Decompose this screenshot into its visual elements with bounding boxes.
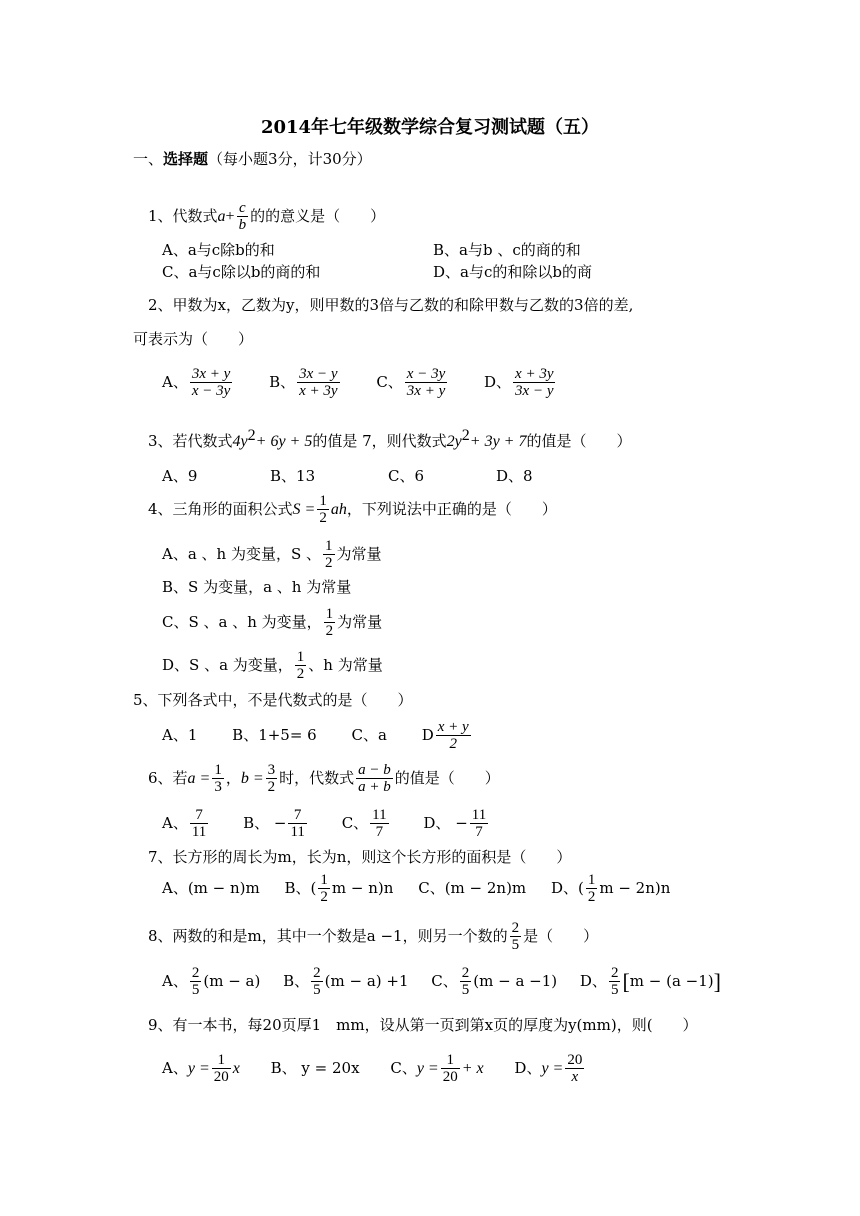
q2-b-num: 3x − y (299, 366, 338, 382)
q9-c-label: C、 (390, 1059, 417, 1077)
q3-expr2: 2y (446, 433, 462, 450)
q4-a-fraction (323, 538, 335, 571)
q8-a-fraction (190, 965, 202, 998)
q3-square-1: 2 (247, 427, 256, 444)
q2-a-label: A、 (162, 373, 188, 391)
q6-optC-den: 7 (375, 824, 384, 840)
q8-num: 2 (511, 920, 520, 936)
q6-optA-num: 7 (190, 807, 208, 824)
q5-d-fraction (436, 719, 471, 752)
question-6 (148, 762, 500, 795)
q3-option-a: A、9 (162, 467, 198, 485)
q3-option-d: D、8 (496, 467, 533, 485)
q9-c-num: 1 (441, 1052, 460, 1069)
q2-c-label: C、 (376, 373, 403, 391)
q1-frac-den: b (238, 217, 247, 233)
q7-b-fraction (318, 872, 330, 905)
q6-optC-fraction (370, 807, 388, 840)
q3-square-2: 2 (461, 427, 470, 444)
q6-a: a = (187, 769, 211, 787)
q9-stem: 9、有一本书，每20页厚1 mm，设从第一页到第x页的厚度为y(mm)，则( ） (148, 1016, 698, 1034)
q8-c-num: 2 (461, 965, 470, 981)
q3-option-c: C、6 (388, 467, 425, 485)
q9-option-b: B、 y = 20x (270, 1059, 360, 1077)
q7-stem: 7、长方形的周长为m，长为n，则这个长方形的面积是（ ） (148, 848, 572, 866)
q9-d-label: D、 (514, 1059, 542, 1077)
q8-b-tail: (m − a) +1 (324, 972, 409, 990)
q2-d-den: 3x − y (515, 383, 554, 399)
q8-c-tail: (m − a −1) (473, 972, 558, 990)
q9-d-den: x (571, 1069, 579, 1085)
q6-text1: 6、若 (148, 769, 188, 787)
q4-option-d (162, 649, 383, 682)
q4-c-fraction (324, 606, 336, 639)
q3-expr1b: + 6y + 5 (255, 433, 313, 450)
q3-expr1: 4y (232, 433, 248, 450)
q6-d-label: D、 − (423, 814, 468, 832)
q2-a-fraction (190, 366, 232, 399)
q2-a-den: x − 3y (191, 383, 231, 399)
q8-d-left-bracket: [ (622, 968, 630, 994)
q2-d-num: x + 3y (515, 366, 554, 382)
q1-frac-num: c (237, 200, 249, 217)
q7-d-label: D、( (550, 879, 584, 897)
q2-c-den: 3x + y (406, 383, 446, 399)
q8-b-label: B、 (283, 972, 310, 990)
q5-option-a: A、1 (162, 726, 198, 744)
q4-option-b: B、S 为变量，a 、h 为常量 (162, 578, 352, 596)
q6-text2: 时，代数式 (279, 769, 355, 787)
q9-c-den: 20 (442, 1069, 458, 1085)
q4-c-text1: C、S 、a 、h 为变量， (162, 613, 322, 631)
q8-a-den: 5 (191, 982, 200, 998)
q8-c-fraction (460, 965, 472, 998)
q1-tail: 的的意义是（ ） (250, 207, 386, 225)
q3-text3: 的值是（ ） (526, 432, 632, 450)
q8-b-num: 2 (313, 965, 321, 981)
q1-stem: 1、代数式 (148, 207, 218, 225)
q1-option-d: D、a与c的和除以b的商 (433, 263, 592, 281)
q5-d-den: 2 (449, 736, 457, 752)
q8-fraction (510, 920, 522, 953)
q7-options (162, 872, 670, 905)
q4-c-text2: 为常量 (337, 613, 383, 631)
q2-c-fraction (405, 366, 447, 399)
q6-expr-num: a − b (358, 762, 391, 778)
question-3 (148, 427, 632, 450)
q4-a-den: 2 (325, 555, 333, 571)
q8-d-label: D、 (579, 972, 607, 990)
q4-formula-s: S = (292, 500, 316, 518)
q8-d-tail: m − (a −1) (629, 972, 714, 990)
q9-a-den: 20 (213, 1069, 229, 1085)
q8-d-den: 5 (610, 982, 619, 998)
q8-c-label: C、 (431, 972, 458, 990)
q2-a-num: 3x + y (191, 366, 231, 382)
q8-d-right-bracket: ] (713, 968, 721, 994)
section-title: 选择题 (163, 150, 209, 168)
q4-d-num: 1 (296, 649, 305, 665)
question-8 (148, 920, 598, 953)
q4-d-text1: D、S 、a 为变量， (162, 656, 293, 674)
q7-d-tail: m − 2n)n (599, 879, 671, 897)
section-note: （每小题3分，计30分） (208, 150, 372, 168)
q6-optC-num: 11 (372, 807, 387, 823)
q6-b-num: 3 (267, 762, 276, 778)
q3-option-b: B、13 (270, 467, 316, 485)
q6-b: b = (240, 769, 264, 787)
q6-a-num: 1 (214, 762, 222, 778)
q9-d-pre: y = (541, 1059, 564, 1077)
q6-optA-den: 11 (191, 824, 207, 840)
q8-text1: 8、两数的和是m，其中一个数是a −1，则另一个数的 (148, 927, 508, 945)
q5-stem: 5、下列各式中，不是代数式的是（ ） (133, 691, 413, 709)
q4-option-c (162, 606, 382, 639)
q6-optB-num: 7 (288, 807, 306, 824)
q4-c-den: 2 (325, 623, 334, 639)
q6-options (162, 807, 490, 840)
q7-b-tail: m − n)n (331, 879, 394, 897)
q6-text3: 的值是（ ） (394, 769, 500, 787)
q7-b-den: 2 (320, 889, 328, 905)
q4-option-a (162, 538, 382, 571)
q2-c-num: x − 3y (406, 366, 446, 382)
q6-optD-num: 11 (471, 807, 487, 823)
q7-option-a: A、(m − n)m (162, 879, 260, 897)
q2-stem-line2: 可表示为（ ） (133, 330, 254, 348)
q8-a-label: A、 (162, 972, 188, 990)
q2-d-fraction (513, 366, 555, 399)
q2-b-den: x + 3y (299, 383, 338, 399)
q9-d-fraction (565, 1052, 584, 1085)
page-title: 2014年七年级数学综合复习测试题（五） (260, 117, 600, 138)
q4-half-num: 1 (319, 493, 327, 509)
q4-c-num: 1 (325, 606, 334, 622)
q8-options (162, 965, 721, 998)
q6-optD-fraction (470, 807, 488, 840)
q4-a-num: 1 (325, 538, 333, 554)
q9-a-label: A、 (162, 1059, 188, 1077)
q6-c-label: C、 (341, 814, 369, 832)
q5-options (162, 719, 473, 752)
q7-b-label: B、( (284, 879, 317, 897)
q4-d-text2: 、h 为常量 (308, 656, 383, 674)
q4-half-fraction (317, 493, 329, 526)
q8-b-fraction (311, 965, 323, 998)
q3-text1: 3、若代数式 (148, 432, 233, 450)
q2-stem-line1: 2、甲数为x，乙数为y，则甲数的3倍与乙数的和除甲数与乙数的3倍的差, (148, 296, 634, 314)
question-1 (148, 200, 385, 233)
q8-d-fraction (609, 965, 621, 998)
q6-expr-fraction (356, 762, 393, 795)
q6-b-den: 2 (267, 779, 276, 795)
q6-b-label: B、 − (243, 814, 287, 832)
q8-den: 5 (511, 937, 520, 953)
q8-b-den: 5 (313, 982, 321, 998)
q4-a-text2: 为常量 (336, 545, 382, 563)
q6-optA-fraction (190, 807, 208, 840)
q8-c-den: 5 (461, 982, 470, 998)
q7-d-den: 2 (587, 889, 596, 905)
section-prefix: 一、 (133, 150, 164, 168)
q1-expr: a (217, 207, 226, 225)
q6-optB-den: 11 (290, 824, 305, 840)
question-4 (148, 493, 557, 526)
q1-option-a: A、a与c除b的和 (162, 241, 275, 259)
q9-a-pre: y = (187, 1059, 210, 1077)
q6-b-fraction (266, 762, 278, 795)
q1-fraction (237, 200, 249, 233)
q9-c-fraction (441, 1052, 460, 1085)
q9-d-num: 20 (567, 1052, 583, 1068)
q6-comma: ， (225, 769, 241, 787)
q6-a-den: 3 (214, 779, 222, 795)
q6-optB-fraction (288, 807, 306, 840)
q5-option-c: C、a (351, 726, 387, 744)
q4-d-fraction (295, 649, 307, 682)
q1-option-b: B、a与b 、c的商的和 (433, 241, 581, 259)
q7-d-fraction (586, 872, 598, 905)
q7-d-num: 1 (587, 872, 596, 888)
q1-option-c: C、a与c除以b的商的和 (162, 263, 321, 281)
q4-formula-ah: ah (330, 500, 347, 518)
q5-option-b: B、1+5= 6 (232, 726, 317, 744)
q4-d-den: 2 (296, 666, 305, 682)
q9-a-num: 1 (212, 1052, 231, 1069)
q6-a-label: A、 (162, 814, 188, 832)
q2-b-label: B、 (269, 373, 296, 391)
q2-b-fraction (297, 366, 339, 399)
q8-text2: 是（ ） (523, 927, 599, 945)
q4-half-den: 2 (319, 510, 327, 526)
q5-option-d-label: D (421, 726, 434, 744)
q7-b-num: 1 (320, 872, 328, 888)
q4-text2: ，下列说法中正确的是（ ） (346, 500, 557, 518)
q9-c-pre: y = (416, 1059, 439, 1077)
q8-d-num: 2 (610, 965, 619, 981)
q9-a-tail: x (232, 1059, 240, 1077)
q6-expr-den: a + b (358, 779, 391, 795)
q9-a-fraction (212, 1052, 231, 1085)
q3-text2: 的值是 7，则代数式 (312, 432, 447, 450)
q6-a-fraction (212, 762, 224, 795)
q2-options (162, 366, 557, 399)
q3-expr2b: + 3y + 7 (469, 433, 527, 450)
q8-a-tail: (m − a) (203, 972, 261, 990)
q6-optD-den: 7 (475, 824, 483, 840)
section-header (133, 152, 372, 167)
q5-d-num: x + y (437, 719, 469, 735)
q7-option-c: C、(m − 2n)m (418, 879, 527, 897)
q9-options (162, 1052, 586, 1085)
q2-d-label: D、 (484, 373, 512, 391)
q4-text1: 4、三角形的面积公式 (148, 500, 293, 518)
q4-a-text1: A、a 、h 为变量，S 、 (162, 545, 322, 563)
q9-c-tail: + x (461, 1059, 484, 1077)
q1-plus: + (225, 207, 235, 225)
q8-a-num: 2 (191, 965, 200, 981)
